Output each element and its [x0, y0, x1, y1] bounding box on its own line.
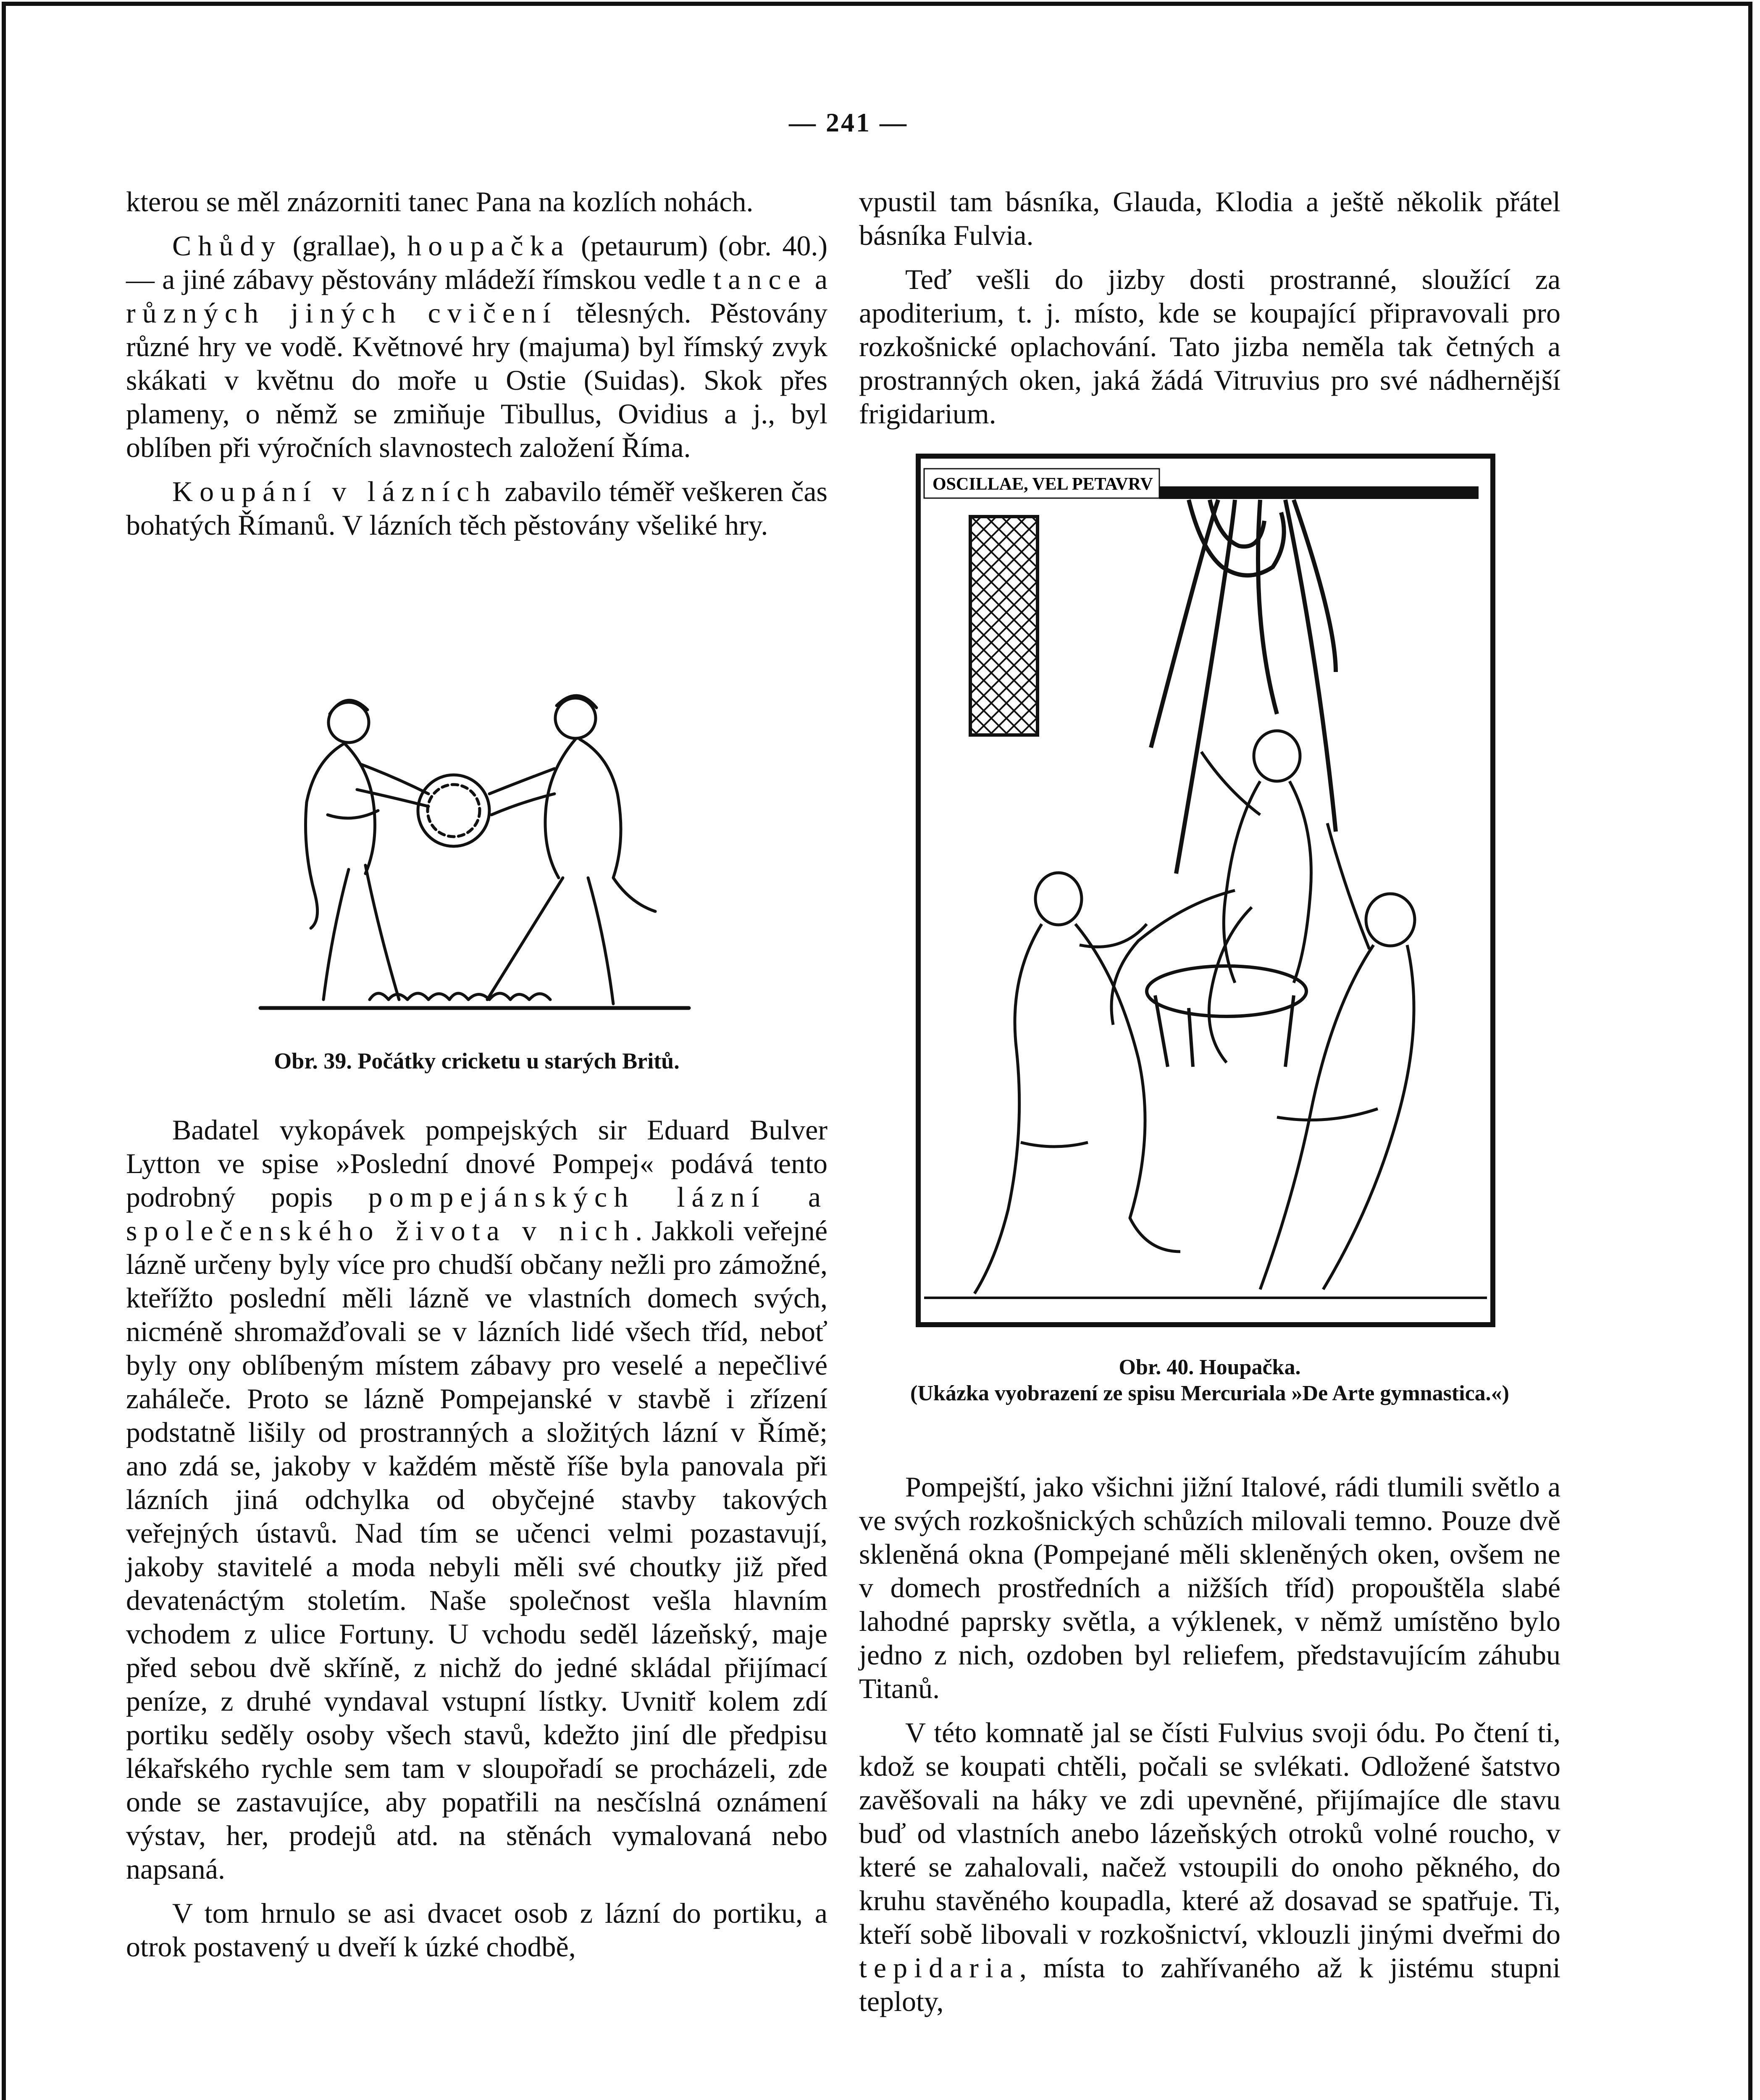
spaced-term: houpačka	[407, 230, 570, 262]
spaced-term: různých jiných cvičení	[126, 297, 557, 329]
left-column-top	[126, 185, 827, 542]
spaced-term: tance	[713, 263, 807, 295]
paragraph	[126, 1113, 827, 1886]
text-run: (grallae),	[282, 230, 407, 262]
figure-40-caption	[859, 1354, 1560, 1407]
paragraph	[126, 229, 827, 464]
spaced-term: Chůdy	[172, 230, 282, 262]
figure-40-caption-source: (Ukázka vyobrazení ze spisu Mercuriala »De Arte gymnastica.«)	[910, 1381, 1509, 1405]
page-number: — 241 —	[789, 108, 908, 137]
paragraph	[126, 475, 827, 542]
paragraph: kterou se měl znázorniti tanec Pana na kozlích nohách.	[126, 186, 754, 218]
paragraph: vpustil tam básníka, Glauda, Klodia a ještě několik přátel básníka Fulvia.	[859, 186, 1560, 251]
paragraph: V tom hrnulo se asi dvacet osob z lázní do portiku, a otrok postavený u dveří k úzké chodbě,	[126, 1897, 827, 1963]
figure-40-banner: OSCILLAE, VEL PETAVRV	[933, 475, 1153, 494]
text-run: V této komnatě jal se čísti Fulvius svoji ódu. Po čtení ti, kdož se koupati chtěli, počali se svlékati. Odložené šatstvo zavěšovali na háky ve zdi upevněné, přijímajíce dle stavu buď od vlastních anebo lázeňských otroků volné roucho, v které se zahalovali, načež vstoupili do onoho pěkného, do kruhu stavěného koupadla, které až dosavad se spatřuje. Ti, kteří sobě libovali v rozkošnictví, vklouzli jinými dveřmi do	[859, 1717, 1560, 1950]
text-run: zabavilo téměř veškeren čas bohatých Římanů. V lázních těch pěstovány všeliké hry.	[126, 475, 827, 541]
figure-39-illustration	[244, 689, 706, 1016]
text-run: . Jakkoli veřejné lázně určeny byly více pro chudší občany nežli pro zámožné, kteřížto poslední měli lázně ve vlastních domech svých, nicméně shromažďovali se v lázních lidé všech tříd, neboť byly ony oblíbeným místem zábavy pro veselé a nepečlivé zaháleče. Proto se lázně Pompejanské v stavbě i zřízení podstatně lišily od prostranných a složitých lázní v Římě; ano zdá se, jakoby v každém městě říše byla panovala při lázních jiná odchylka od obyčejné stavby takových veřejných ústavů. Nad tím se učenci velmi pozastavují, jakoby stavitelé a moda nebyli měli své choutky již před devatenáctým stoletím. Naše společnost vešla hlavním vchodem z ulice Fortuny. U vchodu seděl lázeňský, maje před sebou dvě skříně, z nichž do jedné skládal přijímací peníze, z druhé vyndaval vstupní lístky. Uvnitř kolem zdí portiku seděly osoby všech stavů, kdežto jiní dle předpisu lékařského rychle sem tam v sloupořadí se procházeli, zde onde se zastavujíce, aby popatřili na nesčíslná oznámení výstav, her, prodejů atd. na stěnách vymalovaná nebo napsaná.	[126, 1215, 827, 1885]
figure-40-illustration	[916, 454, 1495, 1327]
figure-39-caption: Obr. 39. Počátky cricketu u starých Britů.	[274, 1048, 680, 1074]
right-column-bottom	[859, 1470, 1560, 2018]
spaced-term: tepidaria	[859, 1952, 1019, 1984]
text-run: tělesných. Pěstovány různé hry ve vodě. Květnové hry (majuma) byl římský zvyk skákati v květnu do moře u Ostie (Suidas). Skok přes plameny, o němž se zmiňuje Tibullus, Ovidius a j., byl oblíben při výročních slavnostech založení Říma.	[126, 297, 827, 463]
spaced-term: pompejánských lázní a společenského života v nich	[126, 1181, 827, 1247]
right-column-top	[859, 185, 1560, 430]
paragraph: Teď vešli do jizby dosti prostranné, sloužící za apoditerium, t. j. místo, kde se koupající připravovali pro rozkošnické oplachování. Tato jizba neměla tak četných a prostranných oken, jaká žádá Vitruvius pro své nádhernější frigidarium.	[859, 263, 1560, 430]
paragraph	[859, 1716, 1560, 2018]
left-column-bottom	[126, 1113, 827, 1964]
text-run: (petaurum) (obr. 40.) — a jiné zábavy pěstovány mládeží římskou vedle	[126, 230, 827, 295]
text-run: , místa to zahřívaného až k jistému stupni teploty,	[859, 1952, 1560, 2017]
paragraph: Pompejští, jako všichni jižní Italové, rádi tlumili světlo a ve svých rozkošnických schůzích milovali temno. Pouze dvě skleněná okna (Pompejané měli skleněných oken, ovšem ne v domech prostředních a nižších tříd) propouštěla slabé lahodné paprsky světla, a výklenek, v němž umístěno bylo jedno z nich, ozdoben byl reliefem, představujícím záhubu Titanů.	[859, 1471, 1560, 1704]
text-run: Badatel vykopávek pompejských sir Eduard Bulver Lytton ve spise »Poslední dnové Pompej« podává tento podrobný popis	[126, 1114, 827, 1213]
text-run: a	[807, 263, 827, 295]
figure-40-caption-title: Obr. 40. Houpačka.	[1119, 1355, 1301, 1379]
spaced-term: Koupání v lázních	[172, 475, 497, 507]
